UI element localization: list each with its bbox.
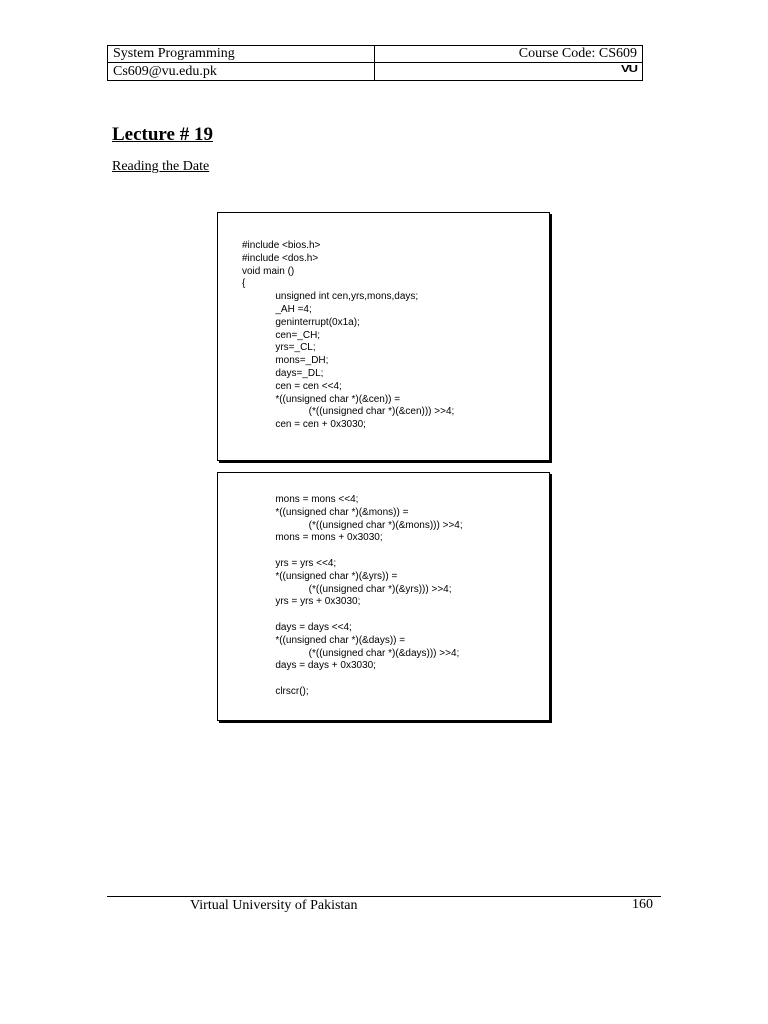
footer-university: Virtual University of Pakistan (190, 898, 358, 913)
course-code: Course Code: CS609 (375, 46, 643, 63)
code-box-2 (217, 472, 550, 721)
course-name: System Programming (108, 46, 375, 63)
lecture-title: Lecture # 19 (112, 124, 213, 145)
code-listing-2: mons = mons <<4; *((unsigned char *)(&mons)) = (*((unsigned char *)(&mons))) >>4; mons = mons + 0x3030; yrs = yrs <<4; *((unsigned char *)(&yrs)) = (*((unsigned char *)(&yrs))) >>4; yrs = yrs + 0x3030; days = days <<4; *((unsigned char *)(&days)) = (*((unsigned char *)(&days))) >>4; days = days + 0x3030; clrscr(); (275, 494, 463, 697)
course-email: Cs609@vu.edu.pk (108, 63, 375, 81)
vu-logo: VU (620, 62, 637, 75)
code-listing-1: #include <bios.h> #include <dos.h> void main () { unsigned int cen,yrs,mons,days; _AH =4; geninterrupt(0x1a); cen=_CH; yrs=_CL; mons=_DH; days=_DL; cen = cen <<4; *((unsigned char *)(&cen)) = (*((unsigned char *)(&cen))) >>4; cen = cen + 0x3030; (242, 240, 455, 431)
section-heading: Reading the Date (112, 159, 210, 174)
code-box-1 (217, 212, 550, 461)
logo-cell (375, 63, 643, 81)
document-header (107, 45, 643, 81)
page-number: 160 (632, 897, 653, 912)
footer-divider (107, 896, 661, 897)
